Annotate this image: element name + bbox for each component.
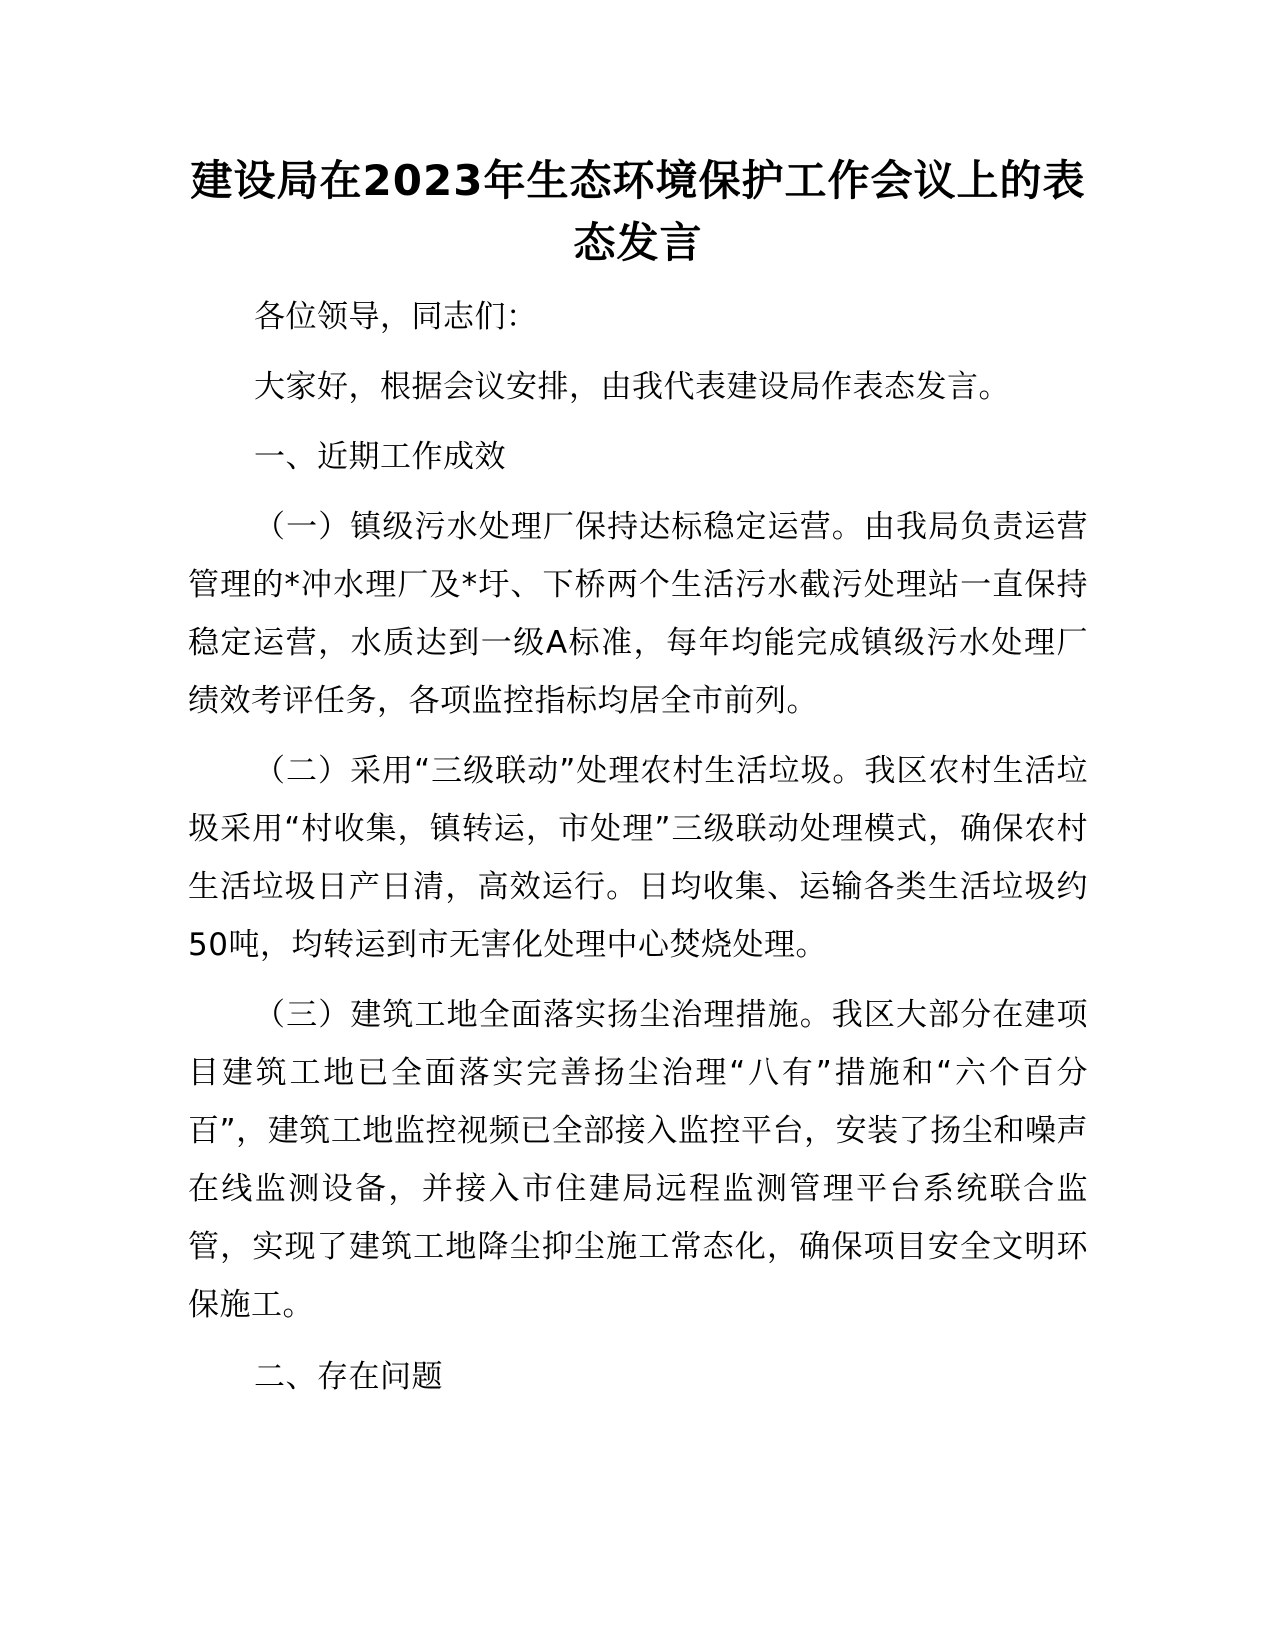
salutation: 各位领导，同志们： — [254, 299, 538, 335]
intro-paragraph: 大家好，根据会议安排，由我代表建设局作表态发言。 — [254, 369, 1010, 405]
paragraph-item-3: （三）建筑工地全面落实扬尘治理措施。我区大部分在建项目建筑工地已全面落实完善扬尘治理“八有”措施和“六个百分百”，建筑工地监控视频已全部接入监控平台，安装了扬尘和噪声在线监测设备，并接入市住建局远程监测管理平台系统联合监管，实现了建筑工地降尘抑尘施工常态化，确保项目安全文明环保施工。 — [188, 997, 1088, 1323]
paragraph-item-1: （一）镇级污水处理厂保持达标稳定运营。由我局负责运营管理的*冲水理厂及*圩、下桥两个生活污水截污处理站一直保持稳定运营，水质达到一级A标准，每年均能完成镇级污水处理厂绩效考评任务，各项监控指标均居全市前列。 — [188, 509, 1088, 719]
document-title: 建设局在2023年生态环境保护工作会议上的表态发言 — [190, 156, 1086, 267]
paragraph-item-2: （二）采用“三级联动”处理农村生活垃圾。我区农村生活垃圾采用“村收集，镇转运，市处理”三级联动处理模式，确保农村生活垃圾日产日清，高效运行。日均收集、运输各类生活垃圾约50吨，均转运到市无害化处理中心焚烧处理。 — [188, 753, 1088, 963]
section-heading-achievements: 一、近期工作成效 — [254, 439, 506, 475]
document-page — [188, 150, 1088, 1418]
section-heading-problems: 二、存在问题 — [254, 1359, 443, 1395]
